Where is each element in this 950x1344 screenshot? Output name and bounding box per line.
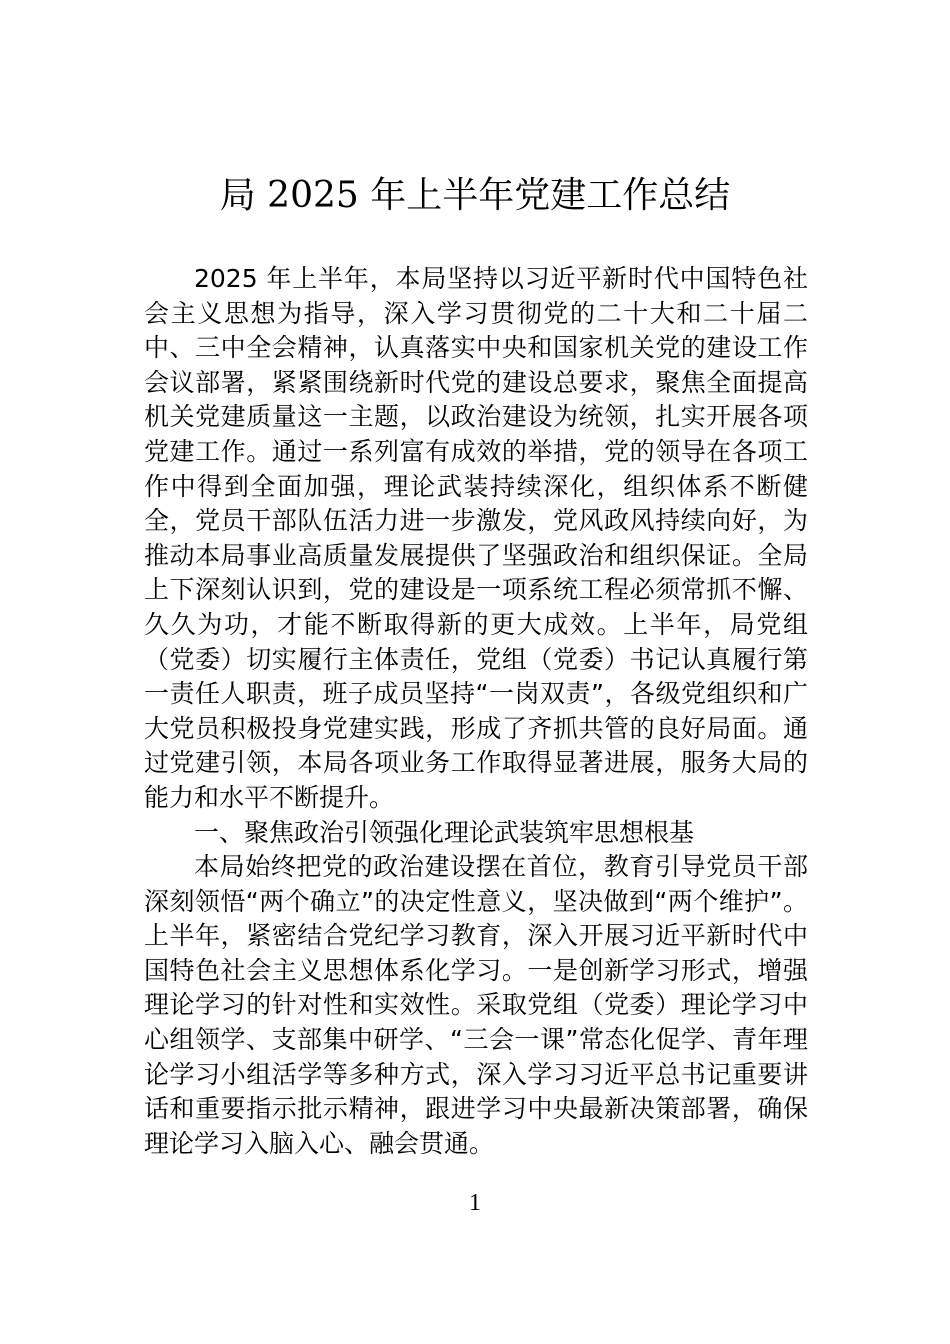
intro-paragraph: 2025 年上半年，本局坚持以习近平新时代中国特色社会主义思想为指导，深入学习贯彻党的二十大和二十届二中、三中全会精神，认真落实中央和国家机关党的建设工作会议部署，紧紧围绕新时代党的建设总要求，聚焦全面提高机关党建质量这一主题，以政治建设为统领，扎实开展各项党建工作。通过一系列富有成效的举措，党的领导在各项工作中得到全面加强，理论武装持续深化，组织体系不断健全，党员干部队伍活力进一步激发，党风政风持续向好，为推动本局事业高质量发展提供了坚强政治和组织保证。全局上下深刻认识到，党的建设是一项系统工程必须常抓不懈、久久为功，才能不断取得新的更大成效。上半年，局党组（党委）切实履行主体责任，党组（党委）书记认真履行第一责任人职责，班子成员坚持“一岗双责”，各级党组织和广大党员积极投身党建实践，形成了齐抓共管的良好局面。通过党建引领，本局各项业务工作取得显著进展，服务大局的能力和水平不断提升。 — [144, 264, 808, 812]
page-number: 1 — [469, 1190, 481, 1216]
document-body — [144, 262, 808, 1161]
section-heading: 一、聚焦政治引领强化理论武装筑牢思想根基 — [194, 817, 695, 847]
section-paragraph: 本局始终把党的政治建设摆在首位，教育引导党员干部深刻领悟“两个确立”的决定性意义，坚决做到“两个维护”。上半年，紧密结合党纪学习教育，深入开展习近平新时代中国特色社会主义思想体系化学习。一是创新学习形式，增强理论学习的针对性和实效性。采取党组（党委）理论学习中心组领学、支部集中研学、“三会一课”常态化促学、青年理论学习小组活学等多种方式，深入学习习近平总书记重要讲话和重要指示批示精神，跟进学习中央最新决策部署，确保理论学习入脑入心、融会贯通。 — [144, 852, 808, 1158]
document-title: 局 2025 年上半年党建工作总结 — [219, 175, 731, 216]
